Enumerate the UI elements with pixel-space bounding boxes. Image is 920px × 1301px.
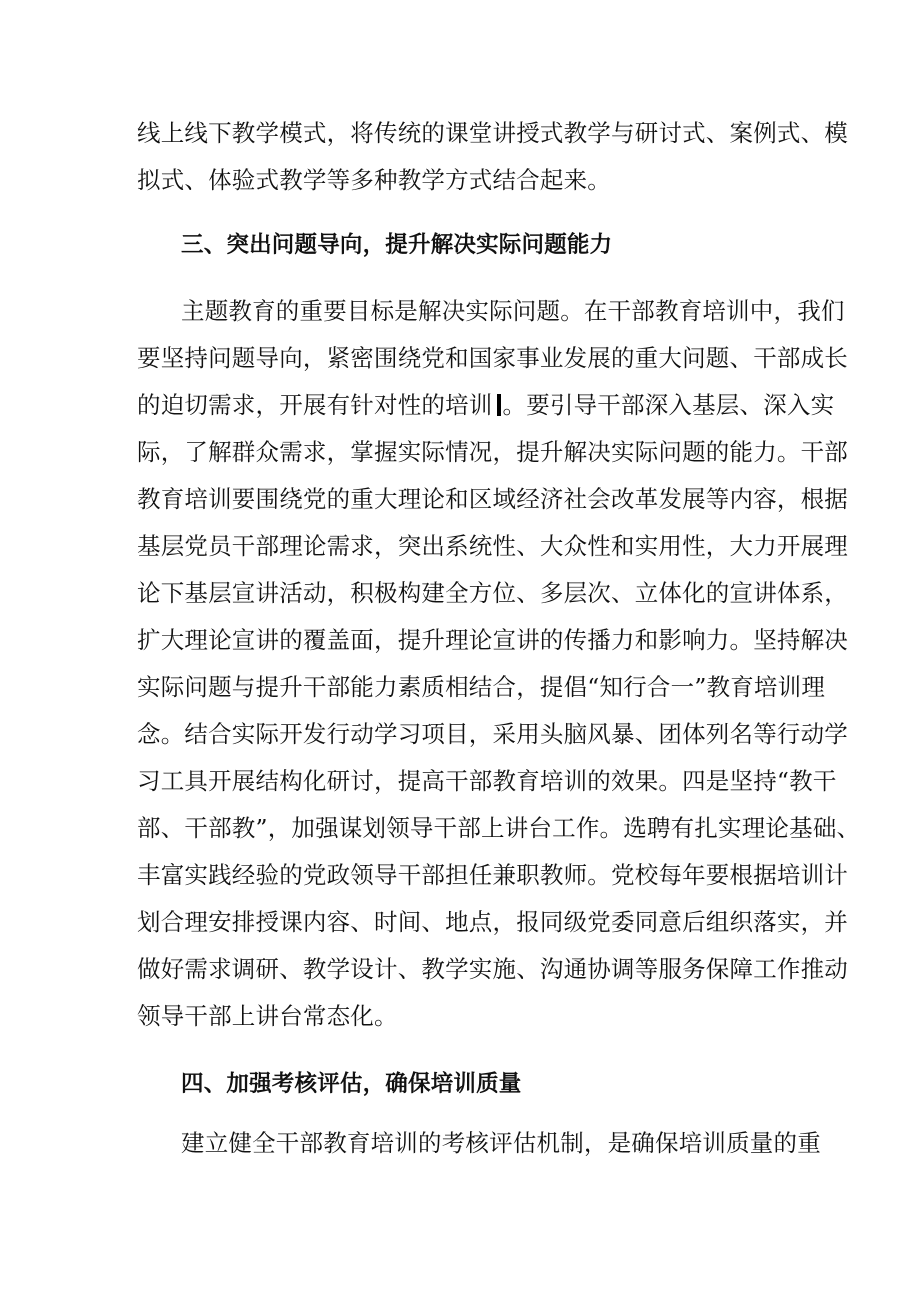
paragraph-line <box>0 385 920 425</box>
paragraph-line: 划合理安排授课内容、时间、地点，报同级党委同意后组织落实，并 <box>137 908 848 936</box>
text-cursor-mark <box>497 394 501 416</box>
paragraph-line: 际，了解群众需求，掌握实际情况，提升解决实际问题的能力。干部 <box>137 438 848 466</box>
paragraph-line: 部、干部教”，加强谋划领导干部上讲台工作。选聘有扎实理论基础、 <box>137 814 861 842</box>
line-text: 。要引导干部深入基层、深入实 <box>502 391 835 419</box>
paragraph-line: 念。结合实际开发行动学习项目，采用头脑风暴、团体列名等行动学 <box>137 720 848 748</box>
paragraph-line: 论下基层宣讲活动，积极构建全方位、多层次、立体化的宣讲体系， <box>137 579 848 607</box>
paragraph-line: 建立健全干部教育培训的考核评估机制，是确保培训质量的重 <box>181 1129 821 1157</box>
paragraph-line: 线上线下教学模式，将传统的课堂讲授式教学与研讨式、案例式、模 <box>137 119 848 147</box>
paragraph-line: 实际问题与提升干部能力素质相结合，提倡“知行合一”教育培训理 <box>137 673 826 701</box>
line-text: 的迫切需求，开展有针对性的培训 <box>137 391 493 419</box>
paragraph-line: 主题教育的重要目标是解决实际问题。在干部教育培训中，我们 <box>181 297 845 325</box>
paragraph-line: 扩大理论宣讲的覆盖面，提升理论宣讲的传播力和影响力。坚持解决 <box>137 626 848 654</box>
paragraph-line: 习工具开展结构化研讨，提高干部教育培训的效果。四是坚持“教干 <box>137 767 837 795</box>
paragraph-line: 教育培训要围绕党的重大理论和区域经济社会改革发展等内容，根据 <box>137 485 848 513</box>
paragraph-line: 基层党员干部理论需求，突出系统性、大众性和实用性，大力开展理 <box>137 532 848 560</box>
section-heading: 三、突出问题导向，提升解决实际问题能力 <box>181 232 613 258</box>
paragraph-line: 领导干部上讲台常态化。 <box>137 1002 398 1030</box>
paragraph-line: 拟式、体验式教学等多种教学方式结合起来。 <box>137 166 611 194</box>
paragraph-line: 做好需求调研、教学设计、教学实施、沟通协调等服务保障工作推动 <box>137 955 848 983</box>
paragraph-line: 要坚持问题导向，紧密围绕党和国家事业发展的重大问题、干部成长 <box>137 344 848 372</box>
paragraph-line: 丰富实践经验的党政领导干部担任兼职教师。党校每年要根据培训计 <box>137 861 848 889</box>
section-heading: 四、加强考核评估，确保培训质量 <box>181 1071 522 1097</box>
